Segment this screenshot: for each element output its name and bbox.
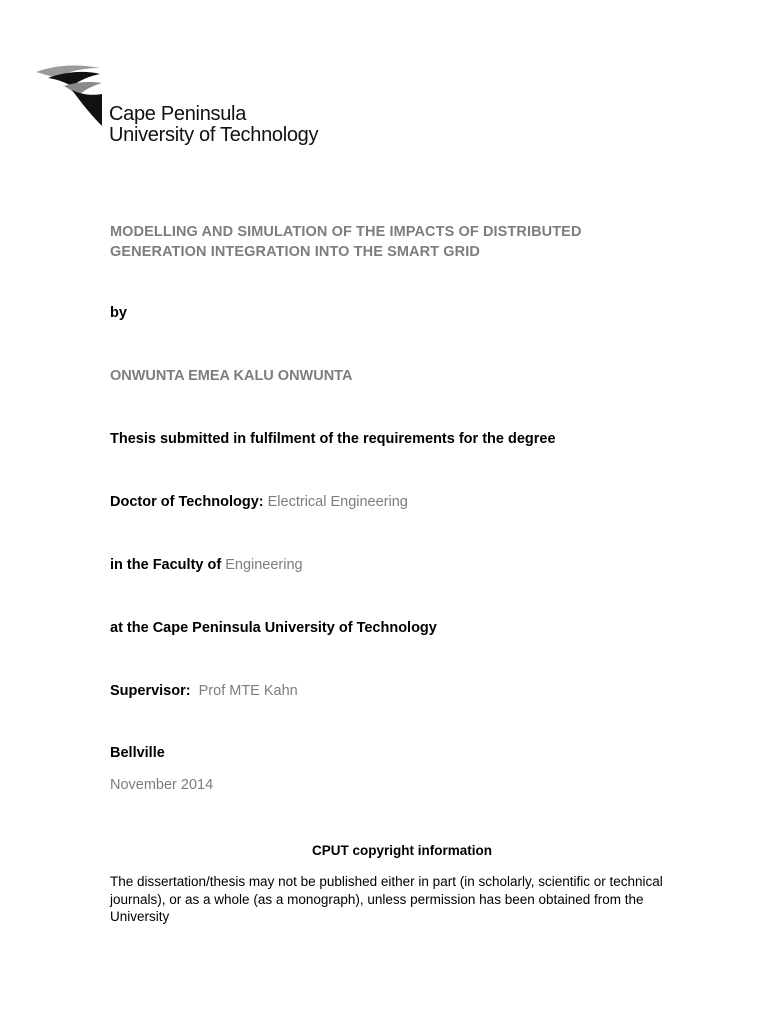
thesis-statement: Thesis submitted in fulfilment of the requirements for the degree bbox=[110, 431, 556, 447]
institution-line: at the Cape Peninsula University of Technology bbox=[110, 620, 437, 636]
supervisor-value: Prof MTE Kahn bbox=[198, 683, 298, 699]
thesis-title bbox=[110, 222, 710, 262]
place: Bellville bbox=[110, 745, 165, 761]
logo-line-1: Cape Peninsula bbox=[109, 103, 247, 125]
degree-label: Doctor of Technology: bbox=[110, 494, 264, 510]
degree-line bbox=[110, 494, 710, 510]
submission-date: November 2014 bbox=[110, 777, 214, 793]
copyright-line-1: The dissertation/thesis may not be published either in part (in scholarly, scientific or technical bbox=[110, 874, 663, 889]
faculty-value: Engineering bbox=[225, 557, 303, 573]
cput-swoosh-logo-icon bbox=[34, 64, 114, 128]
copyright-line-2: journals), or as a whole (as a monograph), unless permission has been obtained from the bbox=[110, 891, 644, 907]
supervisor-line bbox=[110, 683, 710, 699]
thesis-title-line-1: MODELLING AND SIMULATION OF THE IMPACTS OF DISTRIBUTED bbox=[110, 224, 582, 240]
copyright-heading: CPUT copyright information bbox=[312, 843, 492, 858]
copyright-text bbox=[110, 873, 710, 926]
logo-line-2: University of Technology bbox=[109, 124, 319, 146]
supervisor-label: Supervisor: bbox=[110, 683, 191, 699]
copyright-line-3: University bbox=[110, 909, 170, 924]
author-name: ONWUNTA EMEA KALU ONWUNTA bbox=[110, 368, 353, 384]
thesis-title-line-2: GENERATION INTEGRATION INTO THE SMART GRID bbox=[110, 244, 480, 260]
faculty-line bbox=[110, 557, 710, 573]
university-logo bbox=[34, 64, 334, 156]
degree-value: Electrical Engineering bbox=[267, 494, 408, 510]
faculty-label: in the Faculty of bbox=[110, 557, 222, 573]
by-label: by bbox=[110, 305, 127, 321]
university-logo-text bbox=[109, 104, 318, 146]
